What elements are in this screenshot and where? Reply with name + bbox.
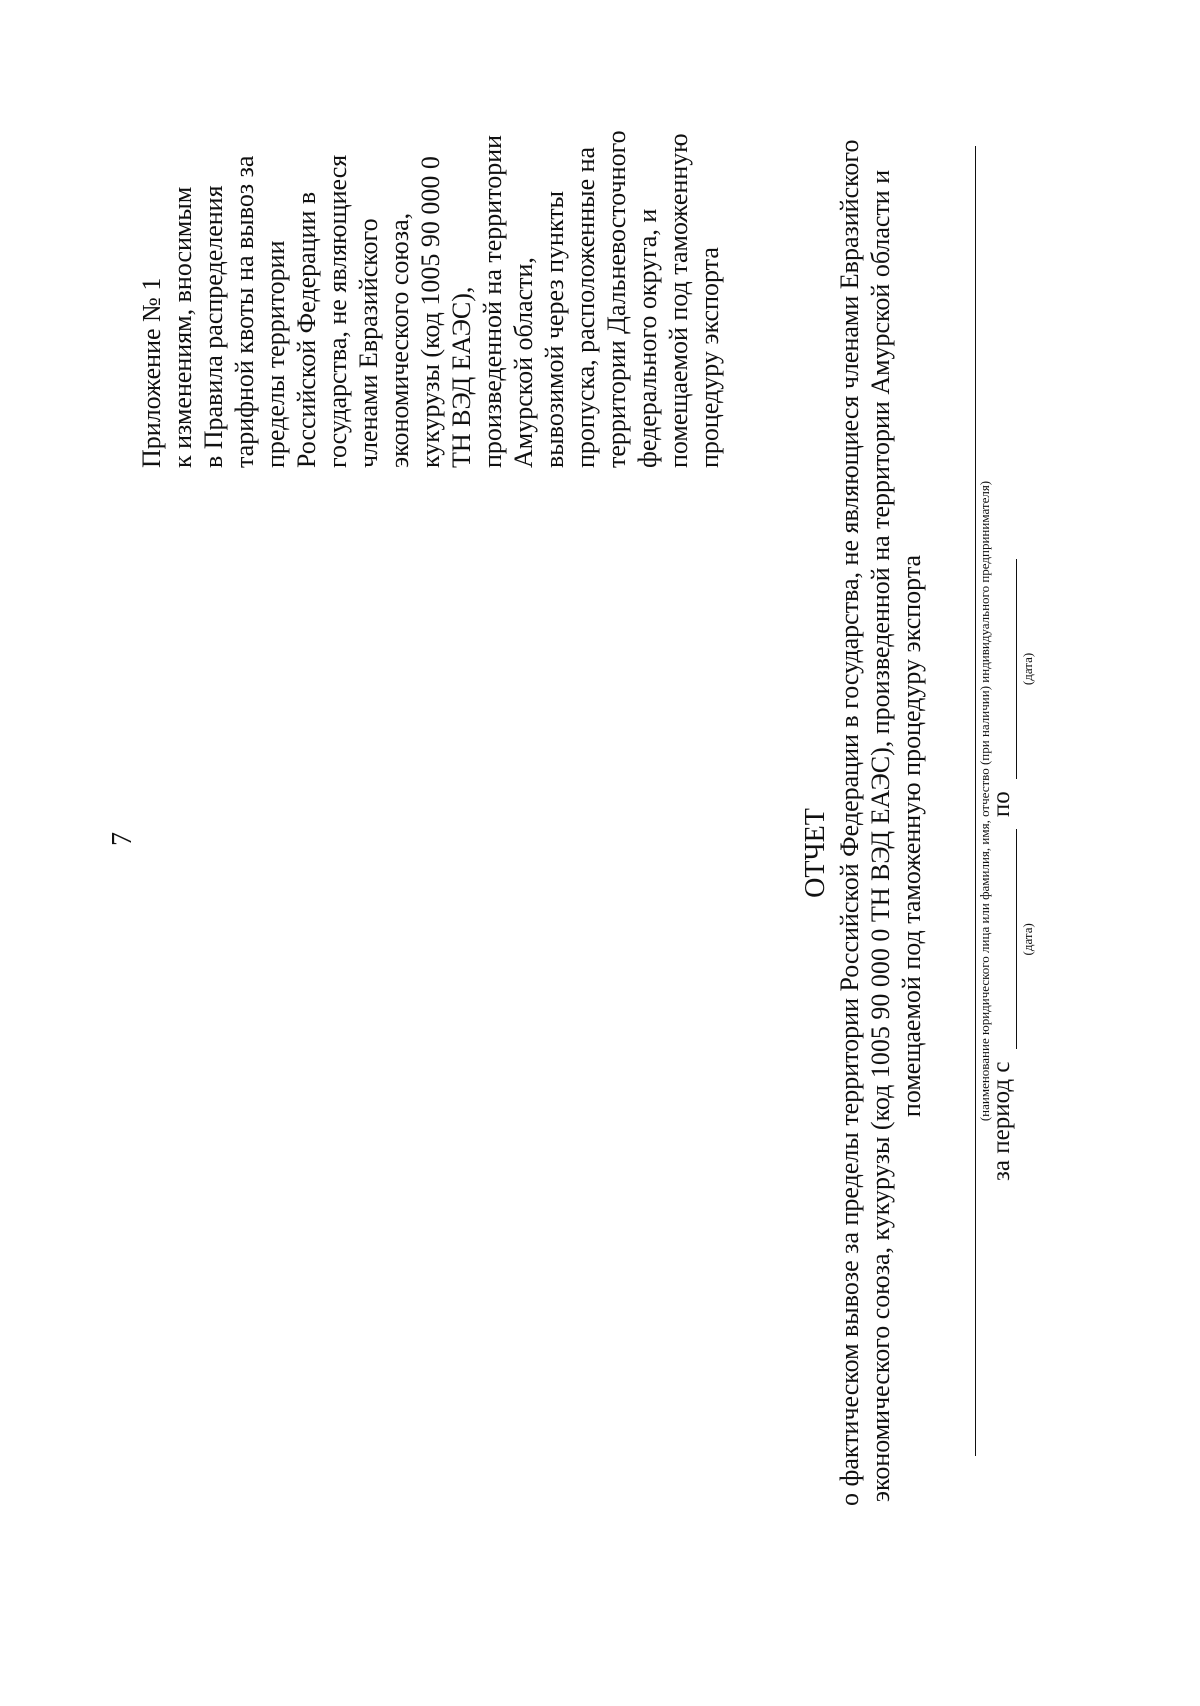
appendix-line: территории Дальневосточного: [602, 130, 631, 468]
report-subtitle: [834, 139, 927, 1506]
page-number: 7: [107, 832, 138, 846]
period-to-date-field: [988, 559, 1035, 779]
period-to-date-caption: (дата): [1020, 652, 1035, 686]
period-middle: по: [988, 791, 1015, 818]
entity-name-field-line: [975, 146, 976, 1456]
appendix-line: членами Евразийского: [354, 218, 383, 468]
appendix-line: произведенной на территории: [478, 134, 507, 468]
appendix-line: пропуска, расположенные на: [571, 146, 600, 468]
appendix-line: вывозимой через пункты: [540, 190, 569, 468]
appendix-line: государства, не являющиеся: [323, 154, 352, 468]
report-subtitle-line: помещаемой под таможенную процедуру экспорта: [897, 554, 926, 1118]
period-row: [988, 553, 1048, 1181]
appendix-block: [136, 28, 725, 468]
appendix-line: к изменениям, вносимым: [168, 186, 197, 468]
appendix-line: экономического союза,: [385, 212, 414, 468]
appendix-line: в Правила распределения: [199, 185, 228, 468]
appendix-line: кукурузы (код 1005 90 000 0: [416, 156, 445, 468]
period-from-date-caption: (дата): [1020, 923, 1035, 956]
report-title: ОТЧЕТ: [800, 808, 831, 898]
report-subtitle-line: о фактическом вывозе за пределы территории Российской Федерации в государства, не являющиеся членами Евразийского: [835, 139, 864, 1506]
entity-name-caption: (наименование юридического лица или фамилия, имя, отчество (при наличии) индивидуального предпринимателя): [977, 480, 992, 1122]
appendix-line: Приложение № 1: [137, 277, 166, 468]
appendix-line: Амурской области,: [509, 257, 538, 468]
appendix-line: помещаемой под таможенную: [664, 133, 693, 468]
period-prefix: за период с: [988, 1061, 1015, 1181]
appendix-line: Российской Федерации в: [292, 191, 321, 468]
appendix-line: федерального округа, и: [633, 208, 662, 468]
appendix-line: тарифной квоты на вывоз за: [230, 155, 259, 468]
period-from-date-field: [988, 829, 1035, 1049]
appendix-line: пределы территории: [261, 240, 290, 468]
report-subtitle-line: экономического союза, кукурузы (код 1005 90 000 0 ТН ВЭД ЕАЭС), произведенной на территории Амурской области и: [866, 169, 895, 1503]
appendix-line: процедуру экспорта: [695, 247, 724, 468]
appendix-line: ТН ВЭД ЕАЭС),: [447, 286, 476, 468]
